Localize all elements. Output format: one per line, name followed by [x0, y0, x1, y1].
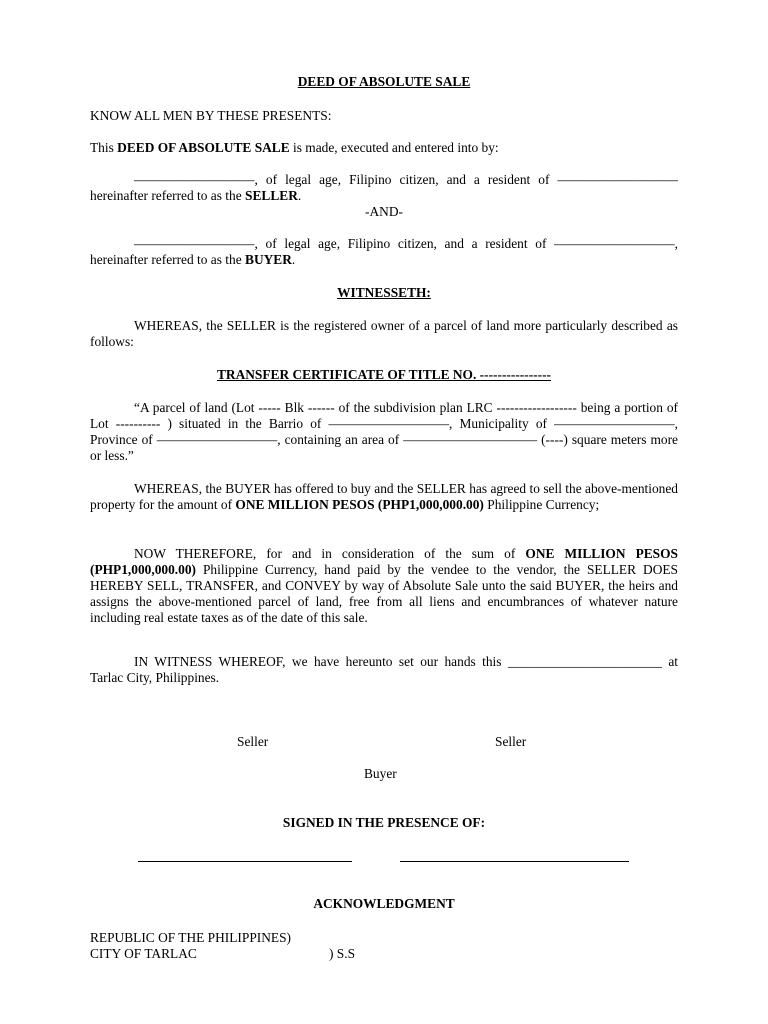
preamble: KNOW ALL MEN BY THESE PRESENTS:	[90, 108, 332, 123]
intro-text-pre: This	[90, 140, 118, 155]
now-therefore-text-post: Philippine Currency, hand paid by the vendee to the vendor, the SELLER DOES HEREBY SELL, TRANSFER, and CONVEY by way of Absolute Sale unto the said BUYER, the heirs and assigns the above-mentioned parcel of land, free from all liens and encumbrances of whatever nature including real estate taxes as of the date of this sale.	[90, 562, 678, 625]
and-separator: -AND-	[365, 204, 403, 219]
venue-republic: REPUBLIC OF THE PHILIPPINES)	[90, 930, 292, 945]
seller-party-role: SELLER	[245, 188, 298, 203]
witness-signature-line-left	[138, 861, 352, 862]
property-description: “A parcel of land (Lot ----- Blk ------ of the subdivision plan LRC ------------------ being a portion of Lot ---------- ) situated in the Barrio of —————————, Municipality of —————————, Province of —————————, containing an area of —————————— (----) square meters more or less.”	[90, 400, 678, 463]
buyer-party-end: .	[291, 252, 296, 267]
buyer-signature-label: Buyer	[364, 766, 397, 781]
buyer-party-role: BUYER	[245, 252, 292, 267]
seller-party-end: .	[297, 188, 302, 203]
witness-signature-line-right	[400, 861, 629, 862]
venue-city: CITY OF TARLAC	[90, 946, 197, 961]
seller-party-paragraph	[90, 172, 678, 204]
whereas-owner-paragraph: WHEREAS, the SELLER is the registered owner of a parcel of land more particularly described as follows:	[90, 318, 678, 349]
whereas-offer-amount: ONE MILLION PESOS (PHP1,000,000.00)	[235, 497, 484, 512]
seller-party-text: —————————, of legal age, Filipino citizen, and a resident of ————————— hereinafter referred to as the	[90, 172, 678, 203]
witnesseth-heading: WITNESSETH:	[337, 285, 431, 300]
buyer-party-text: —————————, of legal age, Filipino citizen, and a resident of —————————, hereinafter referred to as the	[90, 236, 678, 267]
seller-signature-label-left: Seller	[237, 734, 269, 749]
whereas-offer-text-pre: WHEREAS, the BUYER has offered to buy and the SELLER has agreed to sell the above-mentioned property for the amount of	[90, 481, 678, 512]
document-title: DEED OF ABSOLUTE SALE	[297, 74, 471, 89]
whereas-offer-paragraph	[90, 481, 678, 513]
intro-text-bold: DEED OF ABSOLUTE SALE	[117, 140, 290, 155]
seller-signature-label-right: Seller	[495, 734, 527, 749]
venue-ss: ) S.S	[329, 946, 356, 961]
now-therefore-amount: ONE MILLION PESOS (PHP1,000,000.00)	[90, 546, 678, 577]
intro-paragraph	[90, 140, 678, 156]
signed-presence-heading: SIGNED IN THE PRESENCE OF:	[282, 815, 486, 830]
whereas-offer-text-post: Philippine Currency;	[483, 497, 600, 512]
intro-text-post: is made, executed and entered into by:	[289, 140, 499, 155]
tct-heading: TRANSFER CERTIFICATE OF TITLE NO. ----------------	[216, 367, 552, 382]
acknowledgment-heading: ACKNOWLEDGMENT	[313, 896, 455, 911]
buyer-party-paragraph	[90, 236, 678, 268]
now-therefore-text-pre: NOW THEREFORE, for and in consideration of the sum of	[134, 546, 526, 561]
in-witness-paragraph: IN WITNESS WHEREOF, we have hereunto set our hands this _______________________ at Tarlac City, Philippines.	[90, 654, 678, 685]
now-therefore-paragraph	[90, 546, 678, 626]
